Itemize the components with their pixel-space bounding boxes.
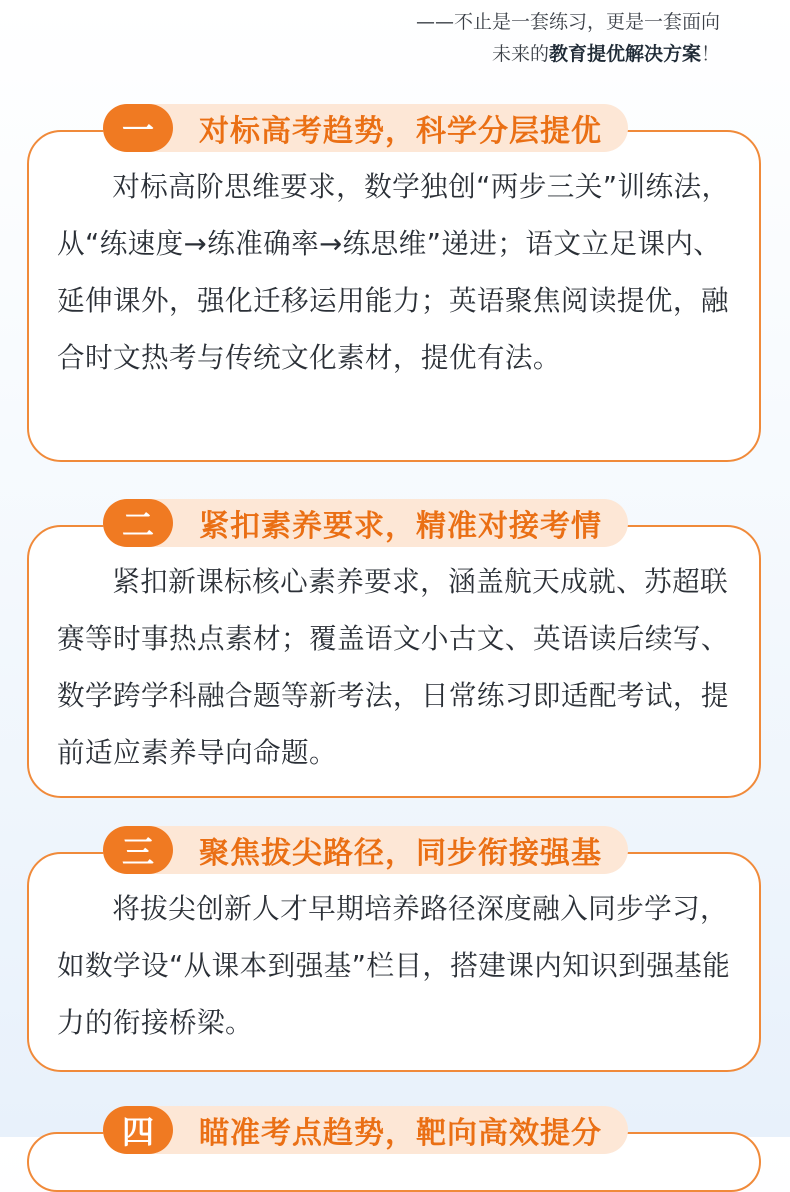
section-3-body: 将拔尖创新人才早期培养路径深度融入同步学习，如数学设“从课本到强基”栏目，搭建课内知识到强基能力的衔接桥梁。 [57,892,731,1039]
section-1-body: 对标高阶思维要求，数学独创“两步三关”训练法，从“练速度→练准确率→练思维”递进；语文立足课内、延伸课外，强化迁移运用能力；英语聚焦阅读提优，融合时文热考与传统文化素材，提优有法。 [57,170,730,374]
section-2-number: 二 [103,499,173,547]
tagline-line-2 [416,38,720,70]
section-2-header [103,499,628,547]
section-2-heading: 紧扣素养要求，精准对接考情 [199,509,602,544]
tagline [416,6,720,70]
section-3-header [103,826,628,874]
tagline-line-1: ——不止是一套练习，更是一套面向 [415,11,720,33]
section-4-header [103,1106,628,1154]
section-4-heading: 瞄准考点趋势，靶向高效提分 [199,1116,602,1151]
tagline-prefix: 未来的 [491,43,549,65]
section-3-number: 三 [103,826,173,874]
section-1-heading: 对标高考趋势，科学分层提优 [199,114,602,149]
section-3-heading: 聚焦拔尖路径，同步衔接强基 [199,836,602,871]
section-1-header [103,104,628,152]
section-1-number: 一 [103,104,173,152]
section-4-number: 四 [103,1106,173,1154]
section-2-body: 紧扣新课标核心素养要求，涵盖航天成就、苏超联赛等时事热点素材；覆盖语文小古文、英语读后续写、数学跨学科融合题等新考法，日常练习即适配考试，提前适应素养导向命题。 [57,565,729,769]
tagline-highlight: 教育提优解决方案 [548,43,701,65]
tagline-suffix: ！ [700,43,720,65]
